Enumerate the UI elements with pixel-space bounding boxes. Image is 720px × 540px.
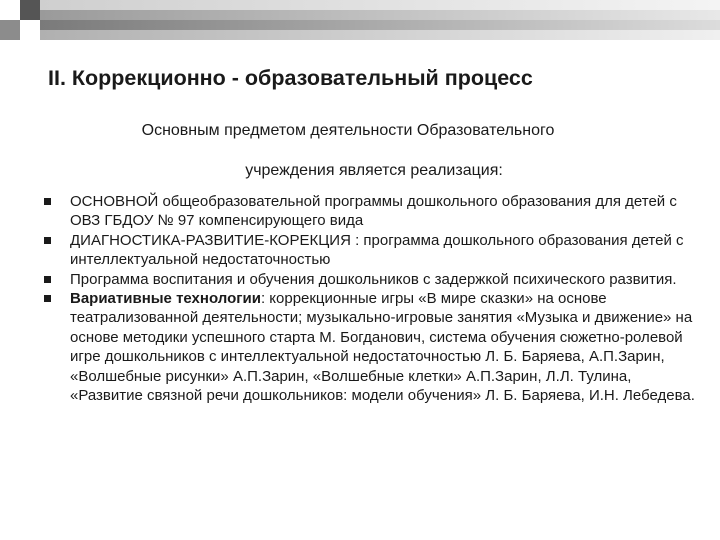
list-item (44, 270, 704, 289)
intro-line-2: учреждения является реализация: (245, 162, 503, 179)
list-item (44, 231, 704, 270)
decorative-strip (40, 0, 720, 10)
square-bullet-icon (44, 295, 51, 302)
program-list (44, 192, 704, 405)
decorative-square (0, 20, 20, 40)
decorative-strip (40, 10, 720, 20)
square-bullet-icon (44, 237, 51, 244)
list-item-text: ОСНОВНОЙ общеобразовательной программы дошкольного образования для детей с ОВЗ ГБДОУ № 97 компенсирующего вида (70, 193, 677, 230)
decorative-square (20, 20, 40, 40)
header-band (0, 0, 720, 40)
decorative-square (20, 0, 40, 20)
list-item-text: Программа воспитания и обучения дошкольников с задержкой психического развития. (70, 270, 677, 288)
intro-line-1: Основным предметом деятельности Образовательного (141, 122, 555, 139)
list-item-text: ДИАГНОСТИКА-РАЗВИТИЕ-КОРЕКЦИЯ : программа дошкольного образования детей с интеллектуальной недостаточностью (70, 231, 684, 269)
decorative-square (0, 0, 20, 20)
square-bullet-icon (44, 198, 51, 205)
list-item-bold-label: Вариативные технологии (70, 290, 261, 308)
decorative-strip (40, 20, 720, 30)
decorative-strip (40, 30, 720, 40)
list-item-text: : коррекционные игры «В мире сказки» на основе театрализованной деятельности; музыкально-игровые занятия «Музыка и движение» на основе методики успешного старта М. Богданович, система обучения сюжетно-ролевой игре дошкольников с интеллектуальной недостаточностью Л. Б. Баряева, А.П.Зарин, «Волшебные рисунки» А.П.Зарин, «Волшебные клетки» А.П.Зарин, Л.Л. Тулина, «Развитие связной речи дошкольников: модели обучения» Л. Б. Баряева, И.Н. Лебедева. (70, 290, 695, 405)
list-item (44, 289, 704, 405)
list-item (44, 192, 704, 231)
slide-title: II. Коррекционно - образовательный процесс (48, 66, 533, 90)
square-bullet-icon (44, 276, 51, 283)
